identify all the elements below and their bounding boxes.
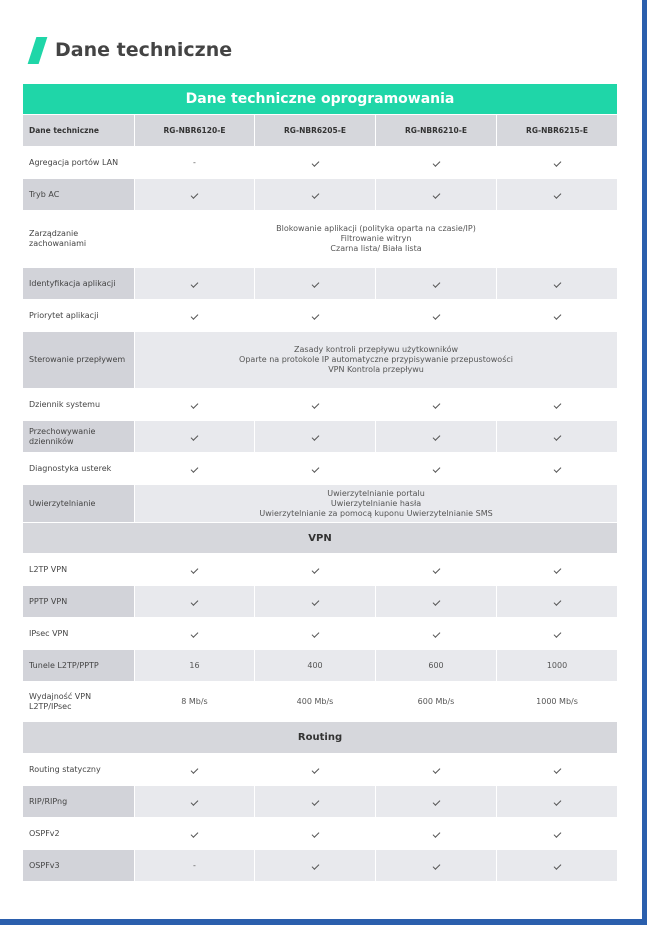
check-icon xyxy=(553,830,561,838)
cell-supported xyxy=(255,786,376,818)
cell-supported xyxy=(255,850,376,882)
cell-supported xyxy=(135,786,255,818)
spec-table xyxy=(23,84,617,882)
cell-supported xyxy=(135,818,255,850)
check-icon xyxy=(191,598,199,606)
row-label: Diagnostyka usterek xyxy=(23,453,135,485)
check-icon xyxy=(311,862,319,870)
cell-supported xyxy=(255,554,376,586)
row-label: OSPFv3 xyxy=(23,850,135,882)
cell-supported xyxy=(376,786,497,818)
check-icon xyxy=(311,766,319,774)
table-row xyxy=(23,332,617,389)
header-cell: RG-NBR6215-E xyxy=(497,115,617,147)
table-row xyxy=(23,754,617,786)
check-icon xyxy=(432,312,440,320)
check-icon xyxy=(553,630,561,638)
check-icon xyxy=(191,465,199,473)
cell-supported xyxy=(376,453,497,485)
check-icon xyxy=(311,280,319,288)
table-row xyxy=(23,682,617,722)
cell-supported xyxy=(497,421,617,453)
check-icon xyxy=(553,566,561,574)
check-icon xyxy=(553,598,561,606)
description-line: VPN Kontrola przepływu xyxy=(328,365,424,374)
page-title: Dane techniczne xyxy=(55,39,233,61)
cell-supported xyxy=(135,754,255,786)
cell-supported xyxy=(376,586,497,618)
cell-supported xyxy=(497,618,617,650)
accent-slash-icon xyxy=(28,37,48,64)
cell-value: 16 xyxy=(135,650,255,682)
cell-supported xyxy=(497,453,617,485)
feature-description xyxy=(135,332,617,389)
cell-value: 1000 Mb/s xyxy=(497,682,617,722)
cell-supported xyxy=(255,389,376,421)
table-row xyxy=(23,650,617,682)
feature-description xyxy=(135,485,617,523)
check-icon xyxy=(311,312,319,320)
cell-supported xyxy=(135,389,255,421)
check-icon xyxy=(191,766,199,774)
check-icon xyxy=(553,401,561,409)
table-title: Dane techniczne oprogramowania xyxy=(23,84,617,115)
row-label: Zarządzanie zachowaniami xyxy=(23,211,135,268)
cell-value: 400 Mb/s xyxy=(255,682,376,722)
check-icon xyxy=(311,630,319,638)
check-icon xyxy=(432,566,440,574)
table-row xyxy=(23,300,617,332)
feature-description xyxy=(135,211,617,268)
cell-supported xyxy=(497,147,617,179)
check-icon xyxy=(553,862,561,870)
cell-supported xyxy=(135,268,255,300)
description-line: Filtrowanie witryn xyxy=(340,234,412,243)
cell-value: 400 xyxy=(255,650,376,682)
check-icon xyxy=(311,566,319,574)
cell-supported xyxy=(135,453,255,485)
cell-supported xyxy=(135,421,255,453)
row-label: Identyfikacja aplikacji xyxy=(23,268,135,300)
section-row xyxy=(23,523,617,554)
header-cell: RG-NBR6120-E xyxy=(135,115,255,147)
cell-supported xyxy=(497,786,617,818)
cell-supported xyxy=(497,268,617,300)
check-icon xyxy=(191,798,199,806)
check-icon xyxy=(311,465,319,473)
check-icon xyxy=(311,433,319,441)
check-icon xyxy=(432,862,440,870)
cell-supported xyxy=(135,586,255,618)
cell-supported xyxy=(497,850,617,882)
section-row xyxy=(23,722,617,754)
cell-supported xyxy=(255,586,376,618)
check-icon xyxy=(553,312,561,320)
cell-supported xyxy=(135,554,255,586)
cell-supported xyxy=(376,818,497,850)
table-row xyxy=(23,850,617,882)
header-cell: RG-NBR6205-E xyxy=(255,115,376,147)
row-label: Tunele L2TP/PPTP xyxy=(23,650,135,682)
cell-supported xyxy=(376,147,497,179)
check-icon xyxy=(432,630,440,638)
check-icon xyxy=(311,830,319,838)
check-icon xyxy=(432,280,440,288)
cell-value: 8 Mb/s xyxy=(135,682,255,722)
table-row xyxy=(23,554,617,586)
row-label: Przechowywanie dzienników xyxy=(23,421,135,453)
table-row xyxy=(23,786,617,818)
table-row xyxy=(23,618,617,650)
cell-supported xyxy=(497,300,617,332)
row-label: Priorytet aplikacji xyxy=(23,300,135,332)
description-line: Uwierzytelnianie portalu xyxy=(327,488,425,498)
check-icon xyxy=(191,433,199,441)
section-label: Routing xyxy=(23,722,617,754)
row-label: Dziennik systemu xyxy=(23,389,135,421)
row-label: IPsec VPN xyxy=(23,618,135,650)
table-row xyxy=(23,485,617,523)
row-label: Agregacja portów LAN xyxy=(23,147,135,179)
cell-supported xyxy=(135,618,255,650)
table-row xyxy=(23,147,617,179)
description-line: Uwierzytelnianie hasła xyxy=(330,498,422,508)
cell-supported xyxy=(255,268,376,300)
description-line: Blokowanie aplikacji (polityka oparta na czasie/IP) xyxy=(276,224,476,233)
check-icon xyxy=(432,465,440,473)
row-label: Routing statyczny xyxy=(23,754,135,786)
description-line: Oparte na protokole IP automatyczne przypisywanie przepustowości xyxy=(239,355,513,364)
row-label: Tryb AC xyxy=(23,179,135,211)
check-icon xyxy=(311,598,319,606)
row-label: Sterowanie przepływem xyxy=(23,332,135,389)
cell-supported xyxy=(255,147,376,179)
page-bottom-border xyxy=(0,919,647,925)
cell-supported xyxy=(497,586,617,618)
check-icon xyxy=(432,159,440,167)
section-label: VPN xyxy=(23,523,617,554)
cell-supported xyxy=(376,754,497,786)
row-label: Wydajność VPN L2TP/IPsec xyxy=(23,682,135,722)
table-row xyxy=(23,586,617,618)
table-row xyxy=(23,453,617,485)
cell-supported xyxy=(376,268,497,300)
check-icon xyxy=(191,630,199,638)
table-row xyxy=(23,421,617,453)
check-icon xyxy=(432,401,440,409)
description-line: Czarna lista/ Biała lista xyxy=(330,244,422,253)
row-label: Uwierzytelnianie xyxy=(23,485,135,523)
check-icon xyxy=(191,312,199,320)
check-icon xyxy=(191,566,199,574)
table-row xyxy=(23,211,617,268)
check-icon xyxy=(432,798,440,806)
check-icon xyxy=(432,766,440,774)
check-icon xyxy=(191,280,199,288)
row-label: PPTP VPN xyxy=(23,586,135,618)
check-icon xyxy=(553,433,561,441)
row-label: RIP/RIPng xyxy=(23,786,135,818)
cell-value: 600 Mb/s xyxy=(376,682,497,722)
row-label: L2TP VPN xyxy=(23,554,135,586)
table-row xyxy=(23,179,617,211)
cell-supported xyxy=(497,389,617,421)
cell-value: 600 xyxy=(376,650,497,682)
check-icon xyxy=(191,401,199,409)
section-heading xyxy=(32,36,232,64)
check-icon xyxy=(553,465,561,473)
cell-supported xyxy=(376,850,497,882)
table-row xyxy=(23,818,617,850)
cell-supported xyxy=(376,389,497,421)
check-icon xyxy=(191,830,199,838)
cell-supported xyxy=(497,179,617,211)
check-icon xyxy=(553,798,561,806)
cell-supported xyxy=(376,179,497,211)
cell-supported xyxy=(497,754,617,786)
check-icon xyxy=(553,766,561,774)
check-icon xyxy=(553,191,561,199)
cell-supported xyxy=(376,300,497,332)
cell-supported xyxy=(255,179,376,211)
cell-supported xyxy=(255,818,376,850)
cell-supported xyxy=(497,818,617,850)
table-row xyxy=(23,268,617,300)
row-label: OSPFv2 xyxy=(23,818,135,850)
cell-supported xyxy=(135,300,255,332)
check-icon xyxy=(432,598,440,606)
description-line: Uwierzytelnianie za pomocą kuponu Uwierzytelnianie SMS xyxy=(259,508,493,518)
check-icon xyxy=(553,159,561,167)
check-icon xyxy=(432,191,440,199)
check-icon xyxy=(311,159,319,167)
cell-supported xyxy=(255,421,376,453)
check-icon xyxy=(432,830,440,838)
description-line: Zasady kontroli przepływu użytkowników xyxy=(294,345,459,354)
cell-supported xyxy=(255,754,376,786)
check-icon xyxy=(311,191,319,199)
cell-supported xyxy=(376,618,497,650)
table-header-row xyxy=(23,115,617,147)
cell-supported xyxy=(376,554,497,586)
cell-value: 1000 xyxy=(497,650,617,682)
page-right-border xyxy=(642,0,647,925)
check-icon xyxy=(553,280,561,288)
cell-supported xyxy=(497,554,617,586)
check-icon xyxy=(311,401,319,409)
cell-supported xyxy=(255,453,376,485)
cell-value: - xyxy=(135,850,255,882)
check-icon xyxy=(191,191,199,199)
cell-supported xyxy=(255,618,376,650)
cell-value: - xyxy=(135,147,255,179)
cell-supported xyxy=(255,300,376,332)
header-cell: Dane techniczne xyxy=(23,115,135,147)
check-icon xyxy=(432,433,440,441)
check-icon xyxy=(311,798,319,806)
cell-supported xyxy=(135,179,255,211)
table-row xyxy=(23,389,617,421)
cell-supported xyxy=(376,421,497,453)
header-cell: RG-NBR6210-E xyxy=(376,115,497,147)
